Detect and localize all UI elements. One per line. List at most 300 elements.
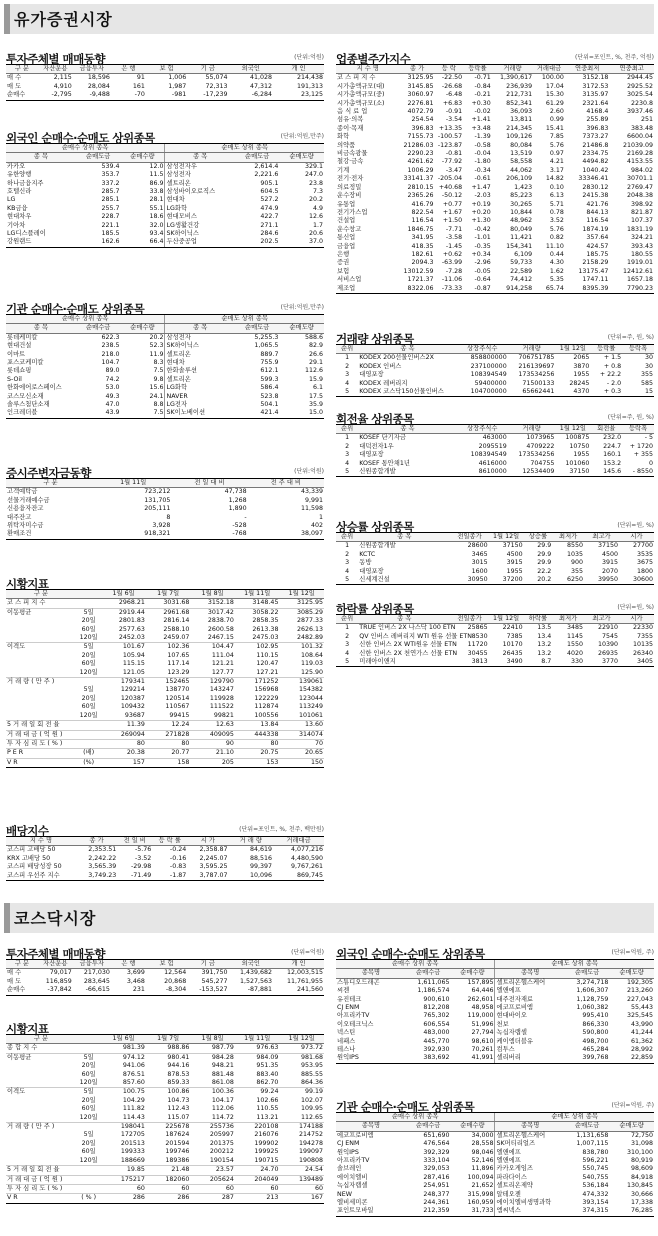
table-row [6,617,324,625]
table-cell: 20.77 [171,749,190,757]
table-cell: 2961.68 [163,608,190,616]
table-cell: 99.19 [304,1088,323,1096]
table-cell: 2415.38 [582,192,609,200]
section-title: 업종별주가지수 [336,52,411,66]
table-row [6,686,324,694]
table-cell: LG생활건강 [165,222,235,230]
table-cell: 11.10 [545,242,564,250]
table-cell: 23.8 [308,179,323,187]
table-cell: 테스나 [337,1046,356,1054]
table-row [6,872,324,881]
table-cell: 286 [146,1194,191,1203]
table-cell: 116.54 [411,217,434,225]
kosdaq-market-table [6,1034,324,1204]
table-cell: -73.33 [435,285,464,294]
table-cell: 동방 [359,559,372,567]
table-cell: 213 [235,1194,280,1203]
table-cell: +0.77 [442,200,463,208]
table-cell: 6250 [552,576,584,585]
table-cell: 111.04 [211,651,234,659]
table-row [6,1140,324,1148]
table-cell: V R [6,758,76,767]
table-cell: 27700 [632,542,653,550]
table-cell [6,669,76,678]
header-row [6,590,324,599]
table-row [336,650,654,658]
table-cell: 883.40 [256,1070,279,1078]
kospi-dividend-table [6,836,324,881]
table-cell: 아프리카TV [337,1157,370,1165]
table-row [6,367,324,375]
table-cell: 353.7 [101,171,120,179]
table-cell: 156968 [254,686,279,694]
column-header: 자산운용 [38,65,73,74]
table-cell: 271.1 [260,221,279,229]
table-cell: 153.2 [603,459,622,467]
table-cell: 1 [345,542,350,550]
table-cell: -0.91 [445,108,463,116]
table-cell: 10,844 [510,208,533,216]
kospi-turnover-section [336,408,654,477]
table-cell: 284.6 [260,230,279,238]
column-header: 외국인 [229,65,274,74]
table-cell: 2830.12 [582,183,609,191]
table-cell: KODEX 레버리지 [359,379,408,387]
table-cell: -50.12 [441,192,463,200]
table-cell [6,695,76,703]
table-cell: 현대차 [165,359,235,367]
table-cell: 190715 [254,1156,279,1164]
section-unit: (단위=원, %) [617,522,654,529]
column-header: 등 락 률 [152,837,187,846]
table-cell: 2838.70 [207,617,234,625]
table-cell: 2626.13 [296,625,323,633]
table-cell: 11.5 [149,171,164,179]
table-cell: 13012.59 [403,267,434,275]
table-cell: 유한양행 [7,171,32,179]
table-cell: 129790 [209,678,234,686]
kospi-banner-title: 유가증권시장 [14,10,113,29]
group-header: 순매도 상위 종목 [495,960,654,969]
table-row [336,226,654,234]
table-cell: 3085.29 [296,608,323,616]
table-cell: 13.84 [260,721,279,729]
section-title: 배당지수 [6,824,49,838]
table-cell: 1,439,682 [240,969,273,977]
table-cell: 269094 [120,730,145,738]
table-row [6,1131,324,1139]
table-row [6,1148,324,1156]
table-cell: 185.5 [101,230,120,238]
table-cell: 119,000 [467,1012,494,1020]
table-cell: 1,268 [228,496,247,504]
table-cell: 120일 [79,634,98,642]
table-cell: 13.2 [537,641,552,649]
column-header: 1월 6일 [101,590,146,599]
table-cell: +6.83 [442,99,463,107]
kospi-volume-table [336,344,654,397]
table-cell: 1721.37 [407,276,434,284]
table-cell: 201594 [165,1139,190,1147]
table-cell: 383,692 [406,1054,451,1063]
table-cell: 41,991 [450,1054,495,1063]
column-header: 구 분 [6,960,38,969]
table-row [6,74,324,83]
table-cell: 0.82 [549,234,564,242]
table-cell: +0.20 [471,208,491,216]
table-cell: 651,690 [423,1131,450,1139]
table-cell: 8322.06 [400,285,435,294]
table-cell: 885.55 [300,1070,323,1078]
table-cell: 205997 [209,1131,234,1139]
table-cell: 3 [345,371,350,379]
table-cell: 코 스 피 지 수 [337,74,376,82]
table-cell: 3485 [566,624,584,632]
table-cell: KB금융 [7,204,28,212]
table-cell: 112874 [254,703,279,711]
table-row [6,522,324,530]
kospi-dividend-section [6,820,324,881]
table-cell: 3025.54 [626,91,653,99]
table-cell: 4 [345,459,350,467]
column-header: 1월 7일 [146,1035,191,1044]
table-cell: NEW [337,1190,352,1198]
header-row [336,1122,654,1131]
table-row [6,180,324,188]
table-cell: 3535 [636,550,653,558]
header-row [6,837,324,846]
table-row [6,758,324,767]
table-cell: 1145 [566,632,584,640]
table-cell: 120일 [79,1113,98,1121]
table-cell: 22.2 [537,567,552,575]
section-title: 투자주체별 매매동향 [6,52,105,66]
table-cell: LG화학 [165,205,235,213]
table-cell: 철강·금속 [337,158,364,166]
table-cell: 2 [345,362,350,370]
group-header: 순매수 상위 종목 [336,1113,495,1122]
table-cell: 255736 [209,1123,234,1131]
table-cell: 474.9 [260,204,279,212]
column-header: 자산운용 [38,960,73,969]
kosdaq-investor-table [6,959,324,996]
table-cell: 55,443 [630,1004,653,1012]
table-cell: 225678 [165,1123,190,1131]
table-cell: 864.36 [300,1079,323,1087]
table-cell: -87,881 [229,986,274,995]
kospi-market-section [6,573,324,768]
table-cell: 에이치엘비 [337,1173,368,1181]
table-cell: KODEX 코스닥150선물인버스 [358,388,457,397]
table-cell: 2095519 [478,442,507,450]
table-cell: 988.86 [167,1044,190,1052]
table-cell: -100.57 [437,133,463,141]
column-header: 등 락 [435,65,464,74]
table-cell: 6600.04 [626,133,653,141]
table-cell: -29.98 [130,863,152,871]
table-cell: +1.50 [442,217,463,225]
column-header: 전 일 비 [117,837,152,846]
table-cell: 325,545 [626,1012,653,1020]
table-cell: 99.24 [260,1088,279,1096]
section-title: 증시주변자금동향 [6,466,91,480]
table-cell: 23.57 [215,1166,234,1174]
table-cell: 6,109 [514,250,533,258]
table-cell: 2 [345,550,350,558]
table-cell: 216139697 [518,362,555,370]
table-cell: 3 [345,641,350,649]
table-cell: 47.0 [105,401,120,409]
table-cell: 15 [622,388,654,397]
table-cell: SK하이닉스 [165,342,235,350]
table-cell: 3125.95 [296,599,323,607]
table-cell: 셀트리온 [165,376,235,384]
table-cell: 24.70 [260,1166,279,1174]
table-cell: 162.6 [76,238,121,247]
table-cell: 228.7 [101,213,120,221]
table-cell: 씨젠 [337,987,350,995]
table-cell: 201375 [209,1139,234,1147]
table-cell: 2065 [573,354,590,362]
table-cell: 엘앤에프 [495,987,565,995]
table-cell: 5.71 [549,200,564,208]
table-cell: 418.35 [411,242,434,250]
column-header: 순매도금 [235,324,280,333]
table-cell: 1955 [506,567,523,575]
table-cell: +1.47 [471,183,491,191]
column-header: 종목명 [336,1122,406,1131]
table-cell: 3145.85 [407,82,434,90]
table-cell: 20.6 [308,230,323,238]
column-header: 1월 12일 [489,533,524,542]
table-cell: 32.0 [149,221,164,229]
table-cell: 179341 [120,678,145,686]
table-cell: -123.87 [437,141,463,149]
table-cell: 1,065.5 [254,342,279,350]
table-cell: -0.61 [474,175,491,183]
kospi-market-table [6,589,324,768]
table-row [6,1157,324,1166]
table-cell: 98,610 [471,1037,494,1045]
table-cell: 2588.10 [163,625,190,633]
column-header: 거래대금 [273,837,324,846]
table-cell: 424.57 [586,242,609,250]
table-cell: 8.8 [153,401,164,409]
table-cell: 3017.42 [207,608,234,616]
table-cell: 34,000 [471,1131,494,1139]
table-cell: 201513 [120,1139,145,1147]
table-cell: 13.4 [537,632,552,640]
table-cell: 65662441 [508,388,556,397]
table-cell: 254,951 [423,1182,450,1190]
table-cell: 599.3 [260,375,279,383]
table-cell: 706751785 [518,354,555,362]
table-cell: 444338 [254,730,279,738]
table-cell: + 1720 [629,442,653,450]
table-cell: 제조업 [336,285,400,294]
table-cell: 127.21 [256,668,279,676]
table-cell: + 0.3 [590,388,622,397]
table-cell [6,1071,76,1079]
table-row [6,986,324,995]
table-cell: 2048.38 [626,192,653,200]
table-row [336,460,654,468]
table-cell: 1,890 [228,505,247,513]
table-cell: 98,046 [471,1148,494,1156]
table-cell: 2,358.87 [199,846,228,854]
kospi-volume-section [336,328,654,397]
table-cell: 119928 [209,694,234,702]
table-row [336,354,654,363]
table-cell: -2.96 [474,259,491,267]
table-cell: 286 [101,1194,146,1203]
column-header [76,590,101,599]
table-cell: -0.83 [169,863,187,871]
table-cell: 삼성바이오로직스 [165,188,235,196]
table-cell: -0.35 [474,242,491,250]
table-cell: 전기·전자 [337,175,364,183]
table-row [336,1054,654,1063]
table-cell: 20일 [81,651,96,659]
table-cell: 신원종합개발 [358,468,457,477]
table-cell: 47,738 [224,488,247,496]
table-cell: 723,212 [144,488,171,496]
table-cell: 86.9 [149,179,164,187]
table-cell [6,703,76,711]
section-title: 기관 순매수·순매도 상위종목 [6,302,145,316]
table-cell: 현대모비스 [165,213,235,221]
table-cell: 3915 [601,559,618,567]
column-header: 순매수량 [120,153,165,162]
table-cell: 7373.27 [582,133,609,141]
table-cell: 236,939 [506,82,533,90]
table-cell: 5일 [83,1053,94,1061]
table-row [6,749,324,758]
table-cell: 9,767,261 [290,863,323,871]
table-cell: +40.68 [438,183,463,191]
table-cell: -0.04 [474,150,491,158]
column-header: 회전율 [590,425,622,434]
table-cell: 973.72 [300,1044,323,1052]
group-header: 순매수 상위 종목 [6,315,165,324]
table-cell: 72,313 [205,82,228,90]
table-cell: 99,397 [250,863,273,871]
table-row [336,624,654,633]
table-cell: 29.9 [537,559,552,567]
table-cell: 60일 [81,1148,96,1156]
table-cell: 2816.14 [163,617,190,625]
table-row [336,1157,654,1165]
table-row [6,739,324,748]
table-cell: P E R [7,749,24,757]
table-cell: 8530 [471,632,488,640]
column-header: 순매수금 [406,1122,451,1131]
table-cell: +1.30 [471,217,491,225]
table-cell: 60일 [81,660,96,668]
table-cell: 3058.22 [252,608,279,616]
table-cell: 금융업 [337,242,356,250]
column-header: 은 행 [111,960,146,969]
table-cell: 66.4 [120,238,165,247]
table-cell: 대영포장 [359,567,384,575]
table-cell: 158 [146,758,191,767]
table-cell: 357.64 [586,234,609,242]
table-cell: 100.75 [122,1088,145,1096]
table-cell: -8,304 [146,986,187,995]
table-cell: 199902 [254,1139,279,1147]
table-cell: 0.78 [549,208,564,216]
table-cell: 355 [570,567,584,575]
table-cell: 30950 [450,576,488,585]
kospi-sector-table [336,64,654,294]
table-cell: 2613.38 [252,625,279,633]
table-cell: 26340 [632,649,653,657]
table-cell: -1.45 [445,242,463,250]
kospi-inst-section [6,298,324,419]
table-cell: 74.2 [105,375,120,383]
table-cell: 52,146 [471,1157,494,1165]
table-cell: 선물거래예수금 [7,496,50,504]
table-cell: 185.75 [586,250,609,258]
table-cell: 17,338 [630,1199,653,1207]
column-header: 전일종가 [450,533,488,542]
table-cell: 28.1 [149,196,164,204]
table-row [336,434,654,443]
table-cell: 비금속광물 [337,150,368,158]
table-cell: 60 [136,1184,145,1192]
table-cell: 914,258 [492,285,533,294]
table-cell: 신원종합개발 [359,542,396,550]
table-cell: 1550 [566,641,584,649]
column-header: 시가 [619,533,654,542]
table-cell: 3135.97 [582,91,609,99]
table-cell: 399,768 [565,1054,610,1063]
table-cell: 3172.53 [582,82,609,90]
table-cell: 1846.75 [407,225,434,233]
table-cell: 33.8 [149,188,164,196]
column-header: 등락률 [590,345,622,354]
table-row [336,1038,654,1046]
table-row [6,171,324,179]
table-cell: 590,800 [582,1029,609,1037]
table-cell: + 22.2 [599,371,622,379]
table-cell: 3152.18 [207,599,234,607]
table-cell: 110.15 [256,651,279,659]
table-cell: -2.03 [474,192,491,200]
table-cell: + 1.5 [603,354,622,362]
table-cell: 314074 [298,730,323,738]
table-cell: 58,558 [510,158,533,166]
table-cell: 221.1 [101,221,120,229]
table-cell: 3,565.39 [88,863,117,871]
column-header: 순매도량 [609,1122,654,1131]
table-cell: 154,341 [506,242,533,250]
table-cell: 1.7 [312,221,323,229]
table-cell: (배) [83,749,95,757]
section-title: 회전율 상위종목 [336,412,414,426]
section-unit: (단위:억원,만주) [280,304,324,311]
table-cell: 넥스틴 [337,1029,356,1037]
table-cell: 52.3 [149,342,164,350]
table-cell: QV 인버스 레버리지 WTI 원유 선물 ETN [359,632,472,640]
header-row [6,153,324,162]
table-cell: 3 [345,451,350,459]
table-cell: 31,733 [450,1207,495,1216]
table-cell: 39950 [584,576,619,585]
table-cell: 99415 [169,711,190,719]
table-cell: 두산중공업 [165,238,235,247]
table-cell: 112.06 [211,1105,234,1113]
